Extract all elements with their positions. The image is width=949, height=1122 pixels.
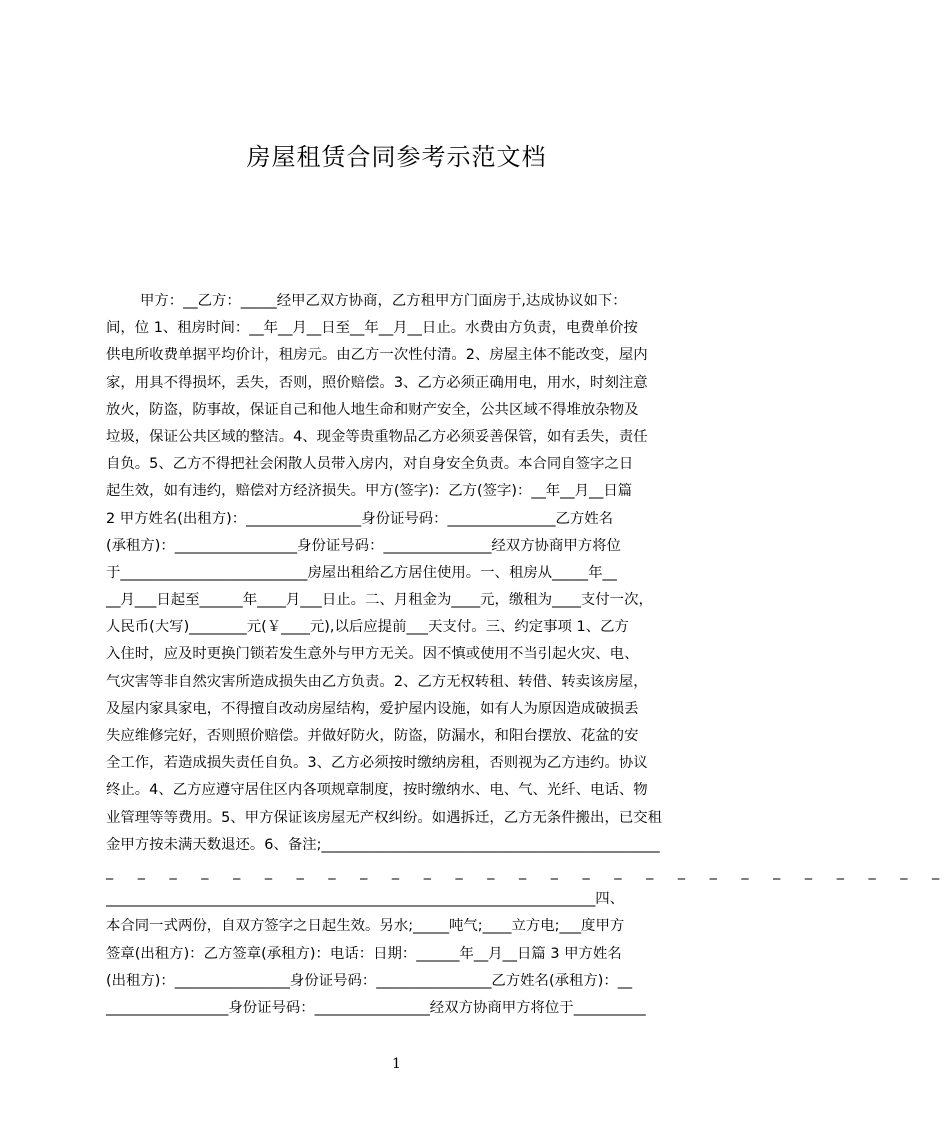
body-line: (出租方)：________________身份证号码：________________乙方姓名(承租方)：__ (106, 972, 633, 989)
body-line: 金甲方按未满天数退还。6、备注;_______________________________________________ (106, 836, 660, 853)
body-line: 入住时，应及时更换门锁若发生意外与甲方无关。因不慎或使用不当引起火灾、电、 (106, 646, 639, 663)
body-line: 签章(出租方)：乙方签章(承租方)：电话：日期：______年__月__日篇 3 甲方姓名 (106, 945, 622, 962)
body-line: 自负。5、乙方不得把社会闲散人员带入房内，对自身安全负责。本合同自签字之日 (106, 456, 634, 473)
body-line: (承租方)：_________________身份证号码：_______________经双方协商甲方将位 (106, 537, 621, 554)
body-line: 间，位 1、租房时间：__年__月__日至__年__月__日止。水费由方负责，电费单价按 (106, 320, 638, 337)
contract-body (106, 288, 949, 1016)
body-line: 起生效，如有违约，赔偿对方经济损失。甲方(签字)：乙方(签字)：__年__月__日篇 (106, 483, 633, 500)
body-line: 供电所收费单据平均价计，租房元。由乙方一次性付清。2、房屋主体不能改变，屋内 (106, 347, 648, 364)
page-number: 1 (392, 1056, 401, 1072)
body-line: 终止。4、乙方应遵守居住区内各项规章制度，按时缴纳水、电、气、光纤、电话、物 (106, 782, 648, 799)
body-line: 全工作，若造成损失责任自负。3、乙方必须按时缴纳房租，否则视为乙方违约。协议 (106, 755, 648, 772)
body-line: 及屋内家具家电，不得擅自改动房屋结构，爱护屋内设施，如有人为原因造成破损丢 (106, 700, 639, 717)
dashed-separator-line: _ _ _ _ _ _ _ _ _ _ _ _ _ _ _ _ _ _ _ _ _ _ _ _ _ _ _ (106, 863, 949, 880)
body-line: _________________身份证号码：________________经双方协商甲方将位于__________ (106, 999, 646, 1016)
body-line: __月___日起至______年____月___日止。二、月租金为____元，缴租为____支付一次， (106, 592, 653, 609)
body-line: 失应维修完好，否则照价赔偿。并做好防火，防盗，防漏水，和阳台摆放、花盆的安 (106, 728, 639, 744)
body-line: 气灾害等非自然灾害所造成损失由乙方负责。2、乙方无权转租、转借、转卖该房屋， (106, 673, 648, 690)
body-line: 垃圾，保证公共区域的整洁。4、现金等贵重物品乙方必须妥善保管，如有丢失，责任 (106, 428, 648, 445)
body-line: 业管理等等费用。5、甲方保证该房屋无产权纠纷。如遇拆迁，乙方无条件搬出，已交租 (106, 809, 663, 826)
body-line: 于__________________________房屋出租给乙方居住使用。一、租房从_____年__ (106, 564, 617, 581)
body-line: 人民币(大写)________元(￥____元),以后应提前___天支付。三、约定事项 1、乙方 (106, 619, 629, 636)
body-line: 本合同一式两份，自双方签字之日起生效。另水;_____吨气;____立方电;___度甲方 (106, 918, 625, 935)
document-title: 房屋租赁合同参考示范文档 (246, 143, 547, 171)
body-line: 放火，防盗，防事故，保证自己和他人地生命和财产安全，公共区域不得堆放杂物及 (106, 401, 639, 418)
body-line: 2 甲方姓名(出租方)：________________身份证号码：_______________乙方姓名 (106, 510, 614, 527)
body-line: 甲方：__乙方：_____经甲乙双方协商，乙方租甲方门面房于,达成协议如下： (140, 293, 627, 309)
body-line: 家，用具不得损坏，丢失，否则，照价赔偿。3、乙方必须正确用电，用水，时刻注意 (106, 374, 648, 391)
body-line: ____________________________________________________________________四、 (106, 891, 625, 908)
